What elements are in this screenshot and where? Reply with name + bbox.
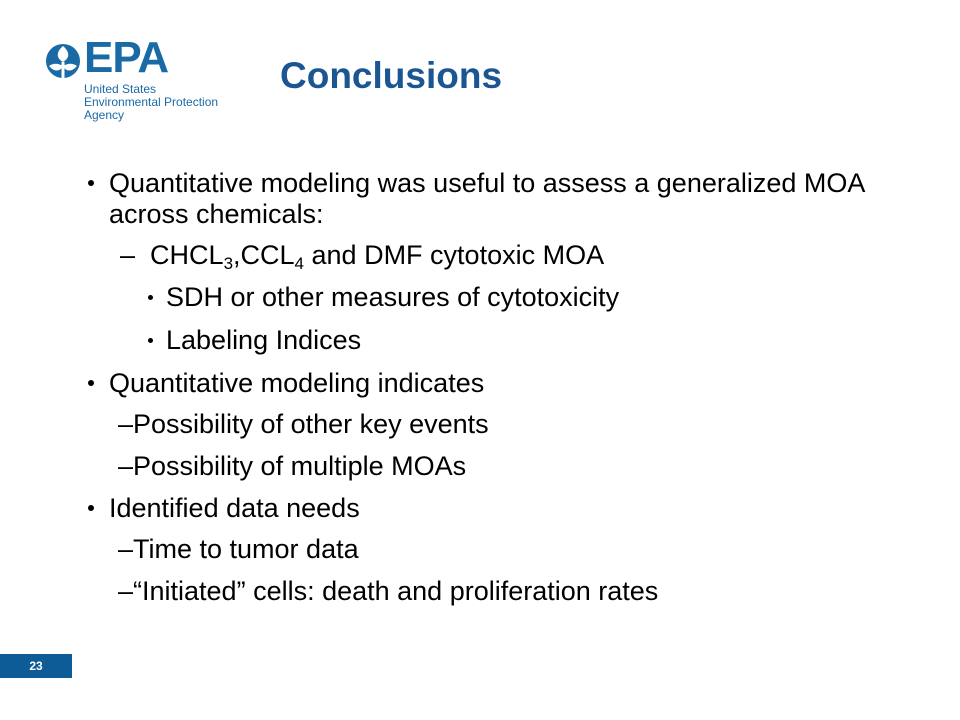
sub-item-key-events [86,409,946,440]
bullet-modeling-useful [86,168,946,230]
bullet-modeling-indicates [86,368,946,399]
bullet-text: Quantitative modeling indicates [109,368,485,398]
page-number: 23 [29,659,43,673]
dash: – [120,240,136,270]
chemical-dmf-text: and DMF cytotoxic MOA [304,240,605,270]
chemical-chcl: CHCL [150,240,224,270]
sub-sub-item-labeling [86,325,946,356]
bullet-dot [148,295,153,300]
epa-wordmark: EPA [84,33,169,82]
bullet-data-needs [86,493,946,524]
sub-item-multiple-moas [86,451,946,482]
bullet-text: Quantitative modeling was useful to assess a generalized MOA across chemicals: [109,168,864,229]
sub-item-cytotoxic-moa [86,240,946,271]
sub-item-time-to-tumor [86,534,946,565]
sub-sub-item-text: Labeling Indices [166,325,362,355]
sub-item-text: –Possibility of other key events [118,409,489,439]
slide-title: Conclusions [280,55,503,96]
sub-item-initiated-cells [86,576,946,607]
sub-item-text: –Possibility of multiple MOAs [118,451,467,481]
bullet-dot [88,380,94,386]
bullet-dot [88,505,94,511]
sub-item-text: –“Initiated” cells: death and proliferation rates [118,576,659,606]
agency-line-1: United States [84,82,157,96]
sub-sub-item-text: SDH or other measures of cytotoxicity [166,282,620,312]
sub-item-text: –Time to tumor data [118,534,359,564]
subscript-3: 3 [223,254,234,273]
slide-body [86,168,946,618]
bullet-dot [148,338,153,343]
agency-line-2: Environmental Protection [84,95,219,109]
page-number-badge [0,654,72,678]
bullet-text: Identified data needs [109,493,360,523]
agency-name [84,83,218,122]
epa-flower-icon [44,42,82,82]
bullet-dot [88,180,94,186]
chemical-ccl: ,CCL [233,240,295,270]
agency-line-3: Agency [84,108,125,122]
sub-sub-item-sdh [86,282,946,313]
subscript-4: 4 [294,254,305,273]
epa-logo [44,33,244,130]
